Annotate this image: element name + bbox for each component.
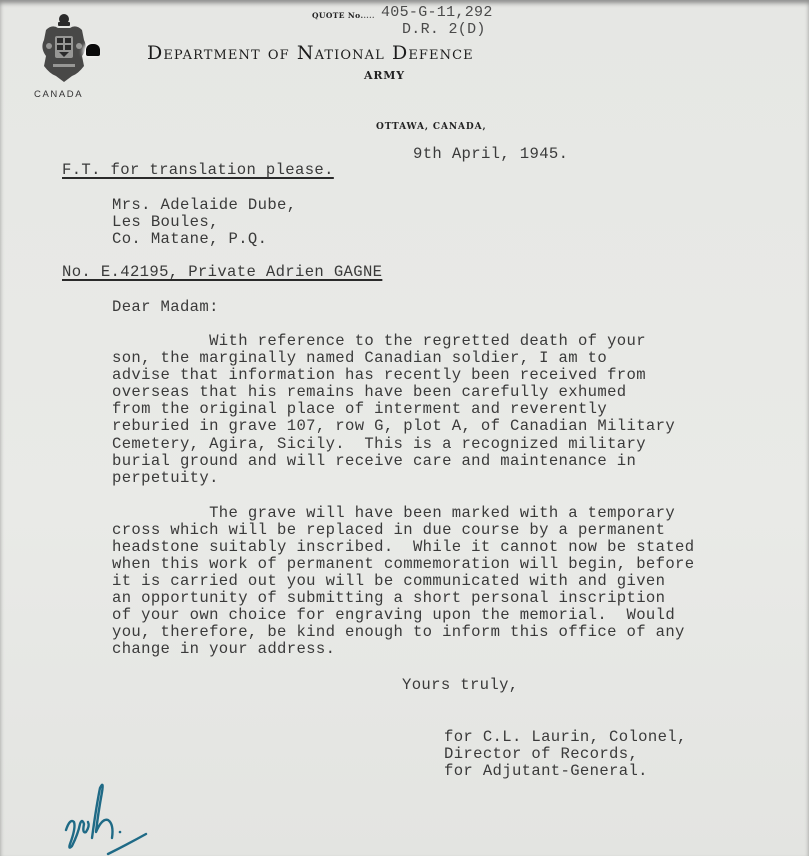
paragraph-line: when this work of permanent commemoration will begin, before	[112, 555, 695, 573]
paragraph-line: With reference to the regretted death of your	[112, 332, 646, 350]
paragraph-line: son, the marginally named Canadian soldier, I am to	[112, 349, 608, 367]
recipient-name: Mrs. Adelaide Dube,	[112, 196, 297, 214]
letter-date: 9th April, 1945.	[413, 145, 569, 163]
paragraph-line: burial ground and will receive care and maintenance in	[112, 452, 637, 470]
quote-number: 405-G-11,292	[381, 4, 493, 21]
signature-line: for Adjutant-General.	[444, 762, 648, 780]
paragraph-line: perpetuity.	[112, 469, 219, 487]
paragraph-line: of your own choice for engraving upon the memorial. Would	[112, 606, 676, 624]
paragraph-line: change in your address.	[112, 640, 336, 658]
salutation: Dear Madam:	[112, 298, 219, 316]
quote-sub-reference: D.R. 2(D)	[402, 21, 486, 38]
punch-hole	[86, 44, 100, 56]
paragraph-line: you, therefore, be kind enough to inform this office of any	[112, 623, 685, 641]
paragraph-line: reburied in grave 107, row G, plot A, of Canadian Military	[112, 417, 676, 435]
recipient-line2: Les Boules,	[112, 213, 219, 231]
closing: Yours truly,	[402, 676, 519, 694]
signature-line: Director of Records,	[444, 745, 639, 763]
location-label: OTTAWA, CANADA,	[376, 122, 487, 132]
department-title: Department of National Defence	[147, 42, 474, 64]
branch-label: ARMY	[364, 69, 405, 82]
paragraph-line: an opportunity of submitting a short personal inscription	[112, 589, 666, 607]
subject-line: No. E.42195, Private Adrien GAGNE	[62, 263, 383, 281]
canadian-coat-of-arms-icon	[38, 12, 90, 86]
country-label: CANADA	[34, 89, 84, 100]
recipient-line3: Co. Matane, P.Q.	[112, 230, 268, 248]
paragraph-line: from the original place of interment and reverently	[112, 400, 608, 418]
paragraph-line: Cemetery, Agira, Sicily. This is a recognized military	[112, 435, 646, 453]
paragraph-line: cross which will be replaced in due course by a permanent	[112, 521, 666, 539]
paragraph-line: advise that information has recently been received from	[112, 366, 646, 384]
handwritten-initials-icon	[58, 778, 158, 856]
paragraph-line: The grave will have been marked with a temporary	[112, 504, 676, 522]
signature-line: for C.L. Laurin, Colonel,	[444, 728, 687, 746]
paragraph-line: it is carried out you will be communicated with and given	[112, 572, 666, 590]
paragraph-line: headstone suitably inscribed. While it cannot now be stated	[112, 538, 695, 556]
routing-note: F.T. for translation please.	[62, 161, 334, 179]
quote-label: QUOTE No.....	[312, 11, 375, 20]
paragraph-line: overseas that his remains have been carefully exhumed	[112, 383, 627, 401]
